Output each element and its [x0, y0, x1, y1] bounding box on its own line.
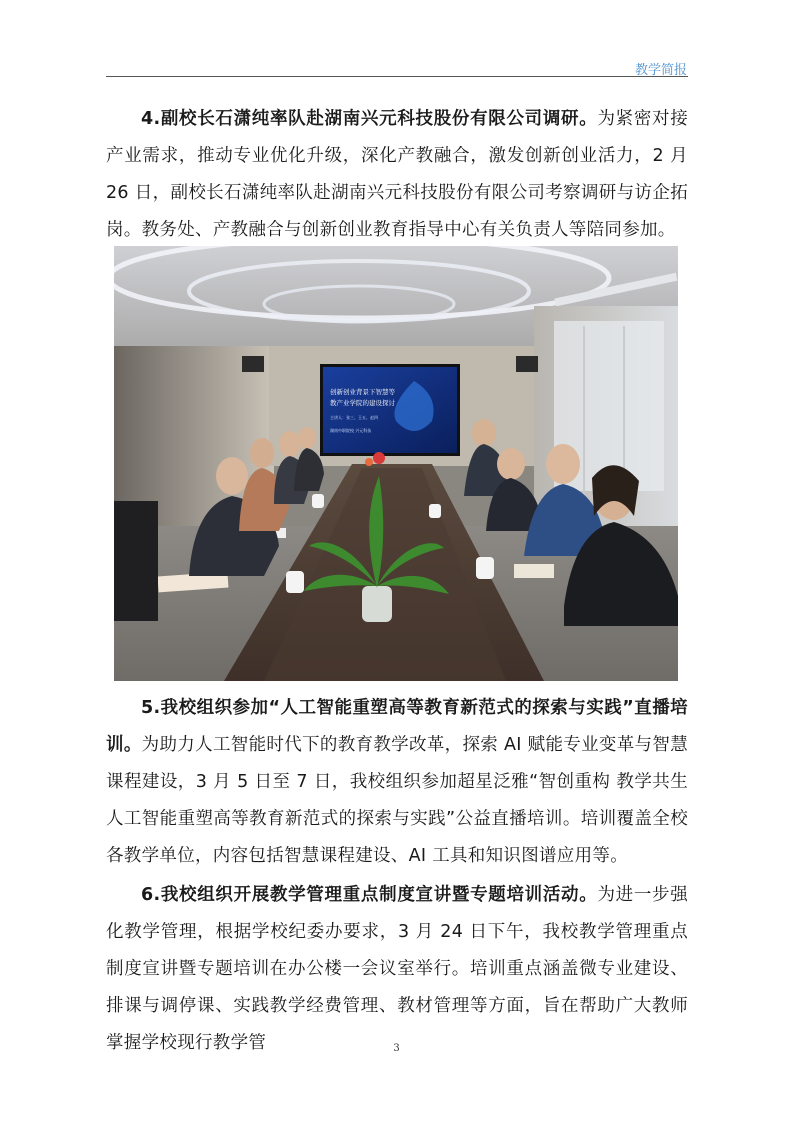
paragraph-body: 为紧密对接产业需求，推动专业优化升级，深化产教融合，激发创新创业活力，2 月 26 日，副校长石潇纯率队赴湖南兴元科技股份有限公司考察调研与访企拓岗。教务处、产教融合与创新创业教育指导中心有关负责人等陪同参加。	[106, 109, 689, 240]
page-number: 3	[393, 1043, 400, 1054]
paragraph-lead: 4.副校长石潇纯率队赴湖南兴元科技股份有限公司调研。	[141, 109, 598, 129]
header-label: 教学简报	[634, 63, 687, 78]
paragraph-body: 为助力人工智能时代下的教育教学改革，探索 AI 赋能专业变革与智慧课程建设，3 月 5 日至 7 日，我校组织参加超星泛雅“智创重构 教学共生 人工智能重塑高等教育新范式的探索与实践”公益直播培训。培训覆盖全校各教学单位，内容包括智慧课程建设、AI 工具和知识图谱应用等。	[106, 735, 689, 866]
paragraph-ai-training	[106, 690, 688, 875]
paragraph-lead: 6.我校组织开展教学管理重点制度宣讲暨专题培训活动。	[141, 885, 598, 905]
paragraph-management-training	[106, 877, 688, 1062]
paragraph-visit	[106, 101, 688, 249]
screen-line-3: 主讲人：张三、王五、赵四	[330, 415, 378, 420]
screen-line-2: 教产业学院的建设探讨	[330, 399, 395, 407]
header-rule	[106, 76, 688, 77]
meeting-photo	[114, 246, 678, 681]
meeting-photo-illustration	[114, 246, 678, 681]
screen-line-4: 湖南中职院校 兴元科技	[330, 428, 372, 433]
screen-line-1: 创新创业背景下智慧等	[330, 388, 395, 396]
paragraph-body: 为进一步强化教学管理，根据学校纪委办要求，3 月 24 日下午，我校教学管理重点制度宣讲暨专题培训在办公楼一会议室举行。培训重点涵盖微专业建设、排课与调停课、实践教学经费管理、教材管理等方面，旨在帮助广大教师掌握学校现行教学管	[106, 885, 689, 1053]
paragraph-lead: 5.我校组织参加“人工智能重塑高等教育新范式的探索与实践”直播培训。	[106, 698, 688, 755]
